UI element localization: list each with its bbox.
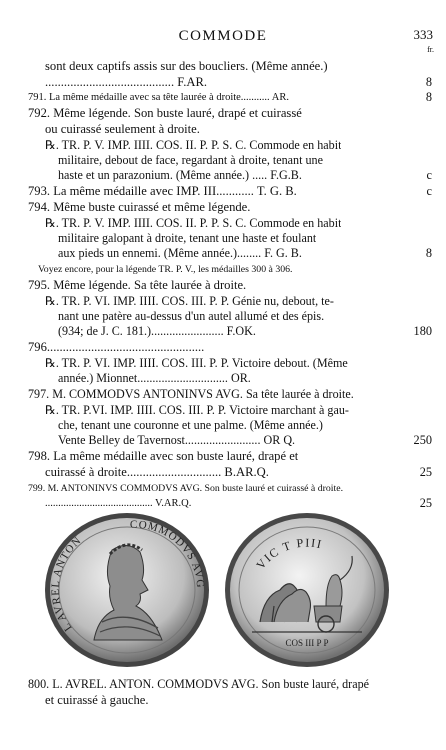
entry-value: 8 [425,246,432,260]
entry-line: année.) Mionnet.............................. OR. [58,371,251,385]
entry-line: 792. Même légende. Son buste lauré, drapé et cuirassé [28,106,302,120]
entry-line: nant une patère au-dessus d'un autel allumé et des épis. [58,309,325,323]
entry-value: 8 [425,90,432,104]
obverse-medallion [42,510,212,670]
entry-value: c [426,168,432,182]
entry-line: (934; de J. C. 181.)........................ F.OK. [58,324,256,338]
entry-line: militaire, debout de face, regardant à droite, tenant une [58,153,323,167]
entry-value: 8 [425,75,432,89]
entry-line: 799. M. ANTONINVS COMMODVS AVG. Son buste lauré et cuirassé à droite. [28,483,344,494]
entry-value: 250 [413,433,432,447]
entry-line: 800. L. AVREL. ANTON. COMMODVS AVG. Son buste lauré, drapé [28,677,369,691]
obverse-legend-right: COMMODVS AVG [129,518,207,589]
entry-line: 793. La même médaille avec IMP. III............ T. G. B. [28,184,297,198]
entry-line: haste et un parazonium. (Même année.) ..... F.G.B. [58,168,302,182]
entry-value: 180 [413,324,432,338]
page-number: 333 [413,27,433,42]
reverse-medallion-image [222,510,392,670]
entry-line: cuirassé à droite.............................. B.AR.Q. [45,465,269,479]
reverse-exergue: COS III P P [285,638,329,648]
entry-line: 794. Même buste cuirassé et même légende. [28,200,251,214]
entry-line: Voyez encore, pour la légende TR. P. V., les médailles 300 à 306. [38,264,293,275]
entry-line: aux pieds un ennemi. (Même année.)........ F. G. B. [58,246,302,260]
obverse-legend-left: L AVREL ANTON [49,534,85,634]
entry-line: 797. M. COMMODVS ANTONINVS AVG. Sa tête laurée à droite. [28,387,354,401]
entry-line: 791. La même médaille avec sa tête laurée à droite........... AR. [28,92,289,103]
entry-value: c [426,184,432,198]
entry-line: ......................................... V.AR.Q. [45,498,192,509]
entry-line: ℞. TR. P. VI. IMP. IIII. COS. III. P. P. Génie nu, debout, te- [45,294,334,308]
reverse-legend: VIC T PIII [253,535,324,572]
value-unit: fr. [427,45,434,54]
entry-line: 796.................................................. [28,340,205,354]
entry-line: ℞. TR. P. V. IMP. IIII. COS. II. P. P. S. C. Commode en habit [45,216,342,230]
entry-line: ℞. TR. P. VI. IMP. IIII. COS. III. P. P. Victoire debout. (Même [45,356,348,370]
entry-line: militaire galopant à droite, tenant une haste et foulant [58,231,317,245]
obverse-medallion-image [42,510,212,670]
entry-line: 795. Même légende. Sa tête laurée à droite. [28,278,247,292]
entry-line: sont deux captifs assis sur des boucliers. (Même année.) [45,59,328,73]
running-title: COMMODE [178,28,268,44]
entry-value: 25 [419,496,432,510]
entry-line: che, tenant une couronne et une palme. (Même année.) [58,418,323,432]
entry-line: Vente Belley de Tavernost......................... OR Q. [58,433,296,447]
entry-line: 798. La même médaille avec son buste lauré, drapé et [28,449,299,463]
entry-line: ℞. TR. P. V. IMP. IIII. COS. II. P. P. S. C. Commode en habit [45,138,342,152]
entry-line: et cuirassé à gauche. [45,693,149,707]
entry-value: 25 [419,465,432,479]
entry-line: ℞. TR. P.VI. IMP. IIII. COS. III. P. P. Victoire marchant à gau- [45,403,349,417]
entry-line: ......................................... F.AR. [45,75,208,89]
entry-line: ou cuirassé seulement à droite. [45,122,200,136]
reverse-medallion [222,510,392,670]
